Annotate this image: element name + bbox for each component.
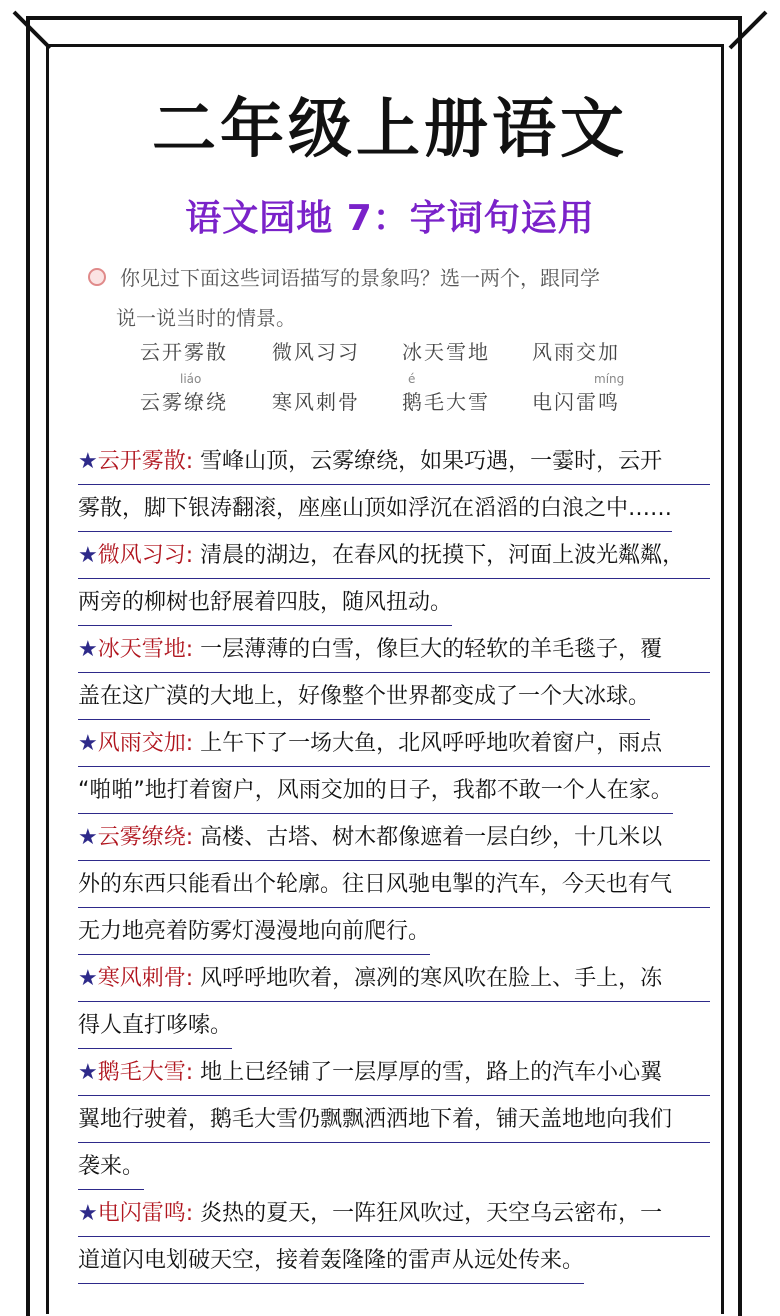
idiom: 电闪雷鸣 xyxy=(532,390,620,414)
entry-item xyxy=(78,1049,710,1190)
page-title: 二年级上册语文 xyxy=(152,93,628,167)
idiom: 冰天雪地 xyxy=(402,340,490,364)
entry-text: 清晨的湖边，在春风的抚摸下，河面上波光粼粼， xyxy=(200,543,685,568)
idiom: 鹅毛大雪 xyxy=(402,390,490,414)
entry-term: 电闪雷鸣: xyxy=(97,1201,194,1226)
entry-text: 袭来。 xyxy=(78,1143,144,1190)
corner-arrow-icon xyxy=(10,8,54,52)
entry-item xyxy=(78,814,710,955)
entry-text: 雪峰山顶，云雾缭绕，如果巧遇，一霎时，云开 xyxy=(200,449,663,474)
entry-term: 微风习习: xyxy=(97,543,194,568)
star-icon: ★ xyxy=(78,637,98,662)
star-icon: ★ xyxy=(78,449,98,474)
entry-text: 两旁的柳树也舒展着四肢，随风扭动。 xyxy=(78,579,452,626)
star-icon: ★ xyxy=(78,731,98,756)
idiom: 寒风刺骨 xyxy=(272,390,360,414)
entry-term: 云雾缭绕: xyxy=(97,825,194,850)
entry-text: 道道闪电划破天空，接着轰隆隆的雷声从远处传来。 xyxy=(78,1237,584,1284)
star-icon: ★ xyxy=(78,1060,98,1085)
pinyin: míng xyxy=(594,372,625,386)
entry-text: 得人直打哆嗦。 xyxy=(78,1002,232,1049)
entry-item xyxy=(78,720,710,814)
star-icon: ★ xyxy=(78,1201,98,1226)
entry-term: 冰天雪地: xyxy=(97,637,194,662)
entry-text: 无力地亮着防雾灯漫漫地向前爬行。 xyxy=(78,908,430,955)
question-line: 说一说当时的情景。 xyxy=(116,306,296,330)
entry-item xyxy=(78,532,710,626)
entry-item xyxy=(78,955,710,1049)
entry-term: 鹅毛大雪: xyxy=(97,1060,194,1085)
entry-text: 一层薄薄的白雪，像巨大的轻软的羊毛毯子，覆 xyxy=(200,637,663,662)
exercise-bullet-icon xyxy=(88,268,106,286)
entry-item xyxy=(78,626,710,720)
entry-item xyxy=(78,438,710,532)
idiom: 云开雾散 xyxy=(140,340,228,364)
excerpt-question xyxy=(116,258,660,338)
entry-term: 风雨交加: xyxy=(97,731,194,756)
entry-text: “啪啪”地打着窗户，风雨交加的日子，我都不敢一个人在家。 xyxy=(78,767,673,814)
entry-item xyxy=(78,1190,710,1284)
star-icon: ★ xyxy=(78,543,98,568)
pinyin: é xyxy=(408,372,416,386)
idiom: 云雾缭绕 xyxy=(140,390,228,414)
entry-text: 地上已经铺了一层厚厚的雪，路上的汽车小心翼 xyxy=(200,1060,663,1085)
entry-text: 雾散，脚下银涛翻滚，座座山顶如浮沉在滔滔的白浪之中…… xyxy=(78,485,672,532)
entry-text: 炎热的夏天，一阵狂风吹过，天空乌云密布，一 xyxy=(200,1201,663,1226)
entry-text: 外的东西只能看出个轮廓。往日风驰电掣的汽车，今天也有气 xyxy=(78,861,710,908)
pinyin: liáo xyxy=(180,372,202,386)
entry-text: 盖在这广漠的大地上，好像整个世界都变成了一个大冰球。 xyxy=(78,673,650,720)
star-icon: ★ xyxy=(78,825,98,850)
corner-arrow-icon xyxy=(726,8,770,52)
page-subtitle: 语文园地 7：字词句运用 xyxy=(185,198,595,239)
entry-list xyxy=(78,438,710,1284)
entry-term: 云开雾散: xyxy=(97,449,194,474)
entry-text: 翼地行驶着，鹅毛大雪仍飘飘洒洒地下着，铺天盖地地向我们 xyxy=(78,1096,710,1143)
idiom: 风雨交加 xyxy=(532,340,620,364)
entry-text: 风呼呼地吹着，凛冽的寒风吹在脸上、手上，冻 xyxy=(200,966,663,991)
entry-term: 寒风刺骨: xyxy=(97,966,194,991)
question-line: 你见过下面这些词语描写的景象吗？选一两个，跟同学 xyxy=(120,266,600,290)
entry-text: 上午下了一场大鱼，北风呼呼地吹着窗户，雨点 xyxy=(200,731,663,756)
entry-text: 高楼、古塔、树木都像遮着一层白纱，十几米以 xyxy=(200,825,663,850)
star-icon: ★ xyxy=(78,966,98,991)
idiom: 微风习习 xyxy=(272,340,360,364)
